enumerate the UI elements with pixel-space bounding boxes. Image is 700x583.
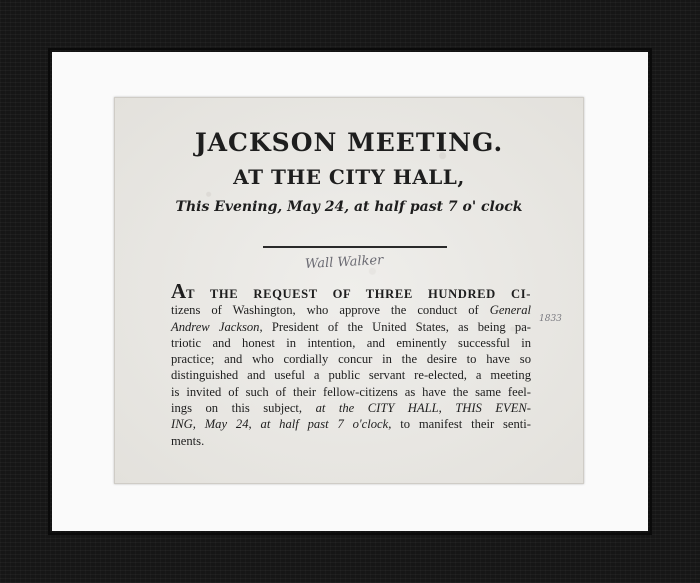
drop-cap: A (171, 279, 187, 303)
poster-title: JACKSON MEETING. (194, 128, 504, 157)
body-line-9: ING, May 24, at half past 7 o'clock, to manifest their senti- (171, 417, 531, 432)
poster-dateline: This Evening, May 24, at half past 7 o' clock (175, 199, 523, 215)
handwritten-signature: Wall Walker (304, 252, 384, 273)
poster-subtitle: AT THE CITY HALL, (233, 165, 465, 189)
margin-note: 1833 (539, 314, 562, 324)
body-line-5: practice; and who cordially concur in the desire to have so (171, 352, 531, 367)
broadside-paper (114, 97, 584, 484)
body-line-6: distinguished and useful a public servant re-elected, a meeting (171, 368, 531, 383)
body-text (171, 279, 531, 449)
body-line-4: triotic and honest in intention, and eminently successful in (171, 335, 531, 350)
body-line-1: AT THE REQUEST OF THREE HUNDRED CI- (171, 279, 531, 303)
body-line-7: is invited of such of their fellow-citizens as have the same feel- (171, 384, 531, 399)
horizontal-rule (263, 246, 447, 248)
body-line-8: ings on this subject, at the CITY HALL, THIS EVEN- (171, 401, 531, 416)
body-line-3: Andrew Jackson, President of the United States, as being pa- (171, 319, 531, 334)
body-line-10: ments. (171, 433, 205, 448)
body-line-2: tizens of Washington, who approve the conduct of General (171, 303, 531, 318)
